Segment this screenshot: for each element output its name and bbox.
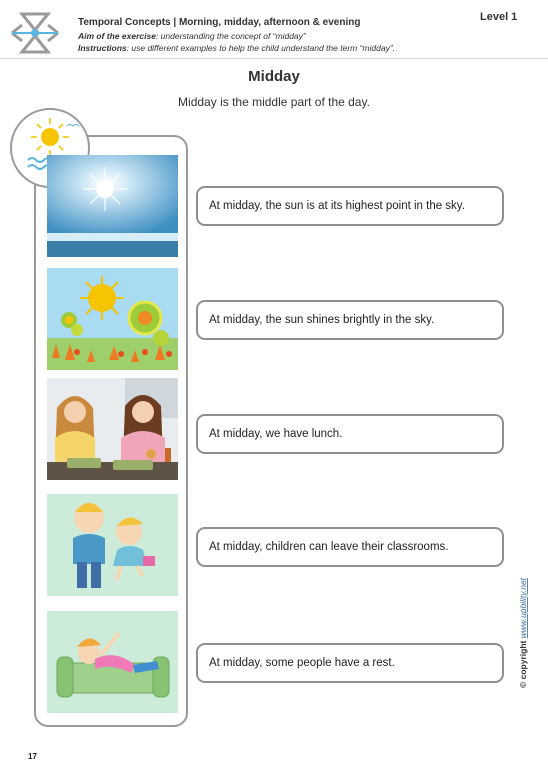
page-number: 17 [28,752,37,761]
aim-text: : understanding the concept of “midday” [155,31,306,41]
sentence-box-4: At midday, children can leave their classrooms. [196,527,504,567]
instructions-text: : use different examples to help the child understand the term “midday”. [126,43,396,53]
picture-children [47,494,178,596]
header-title: Temporal Concepts | Morning, midday, afternoon & evening [78,17,361,28]
picture-sun-flowers [47,268,178,370]
copyright-label: © copyright [518,640,528,688]
aim-label: Aim of the exercise [78,31,156,41]
header-aim [78,31,306,41]
page-title: Midday [248,68,300,85]
header-instructions [78,43,395,53]
sentence-box-1: At midday, the sun is at its highest point in the sky. [196,186,504,226]
logo-icon [8,10,62,56]
sentence-box-3: At midday, we have lunch. [196,414,504,454]
page-subtitle: Midday is the middle part of the day. [178,95,370,109]
copyright-notice [512,560,532,690]
copyright-link[interactable]: www.upbility.net [518,577,528,639]
picture-sun-over-sea [47,155,178,257]
svg-text:© copyright www.upbi [518,577,528,688]
instructions-label: Instructions [78,43,127,53]
picture-resting [47,611,178,713]
header-divider [0,58,548,59]
picture-lunch [47,378,178,480]
sentence-box-5: At midday, some people have a rest. [196,643,504,683]
level-label: Level 1 [480,11,518,23]
sentence-box-2: At midday, the sun shines brightly in the sky. [196,300,504,340]
